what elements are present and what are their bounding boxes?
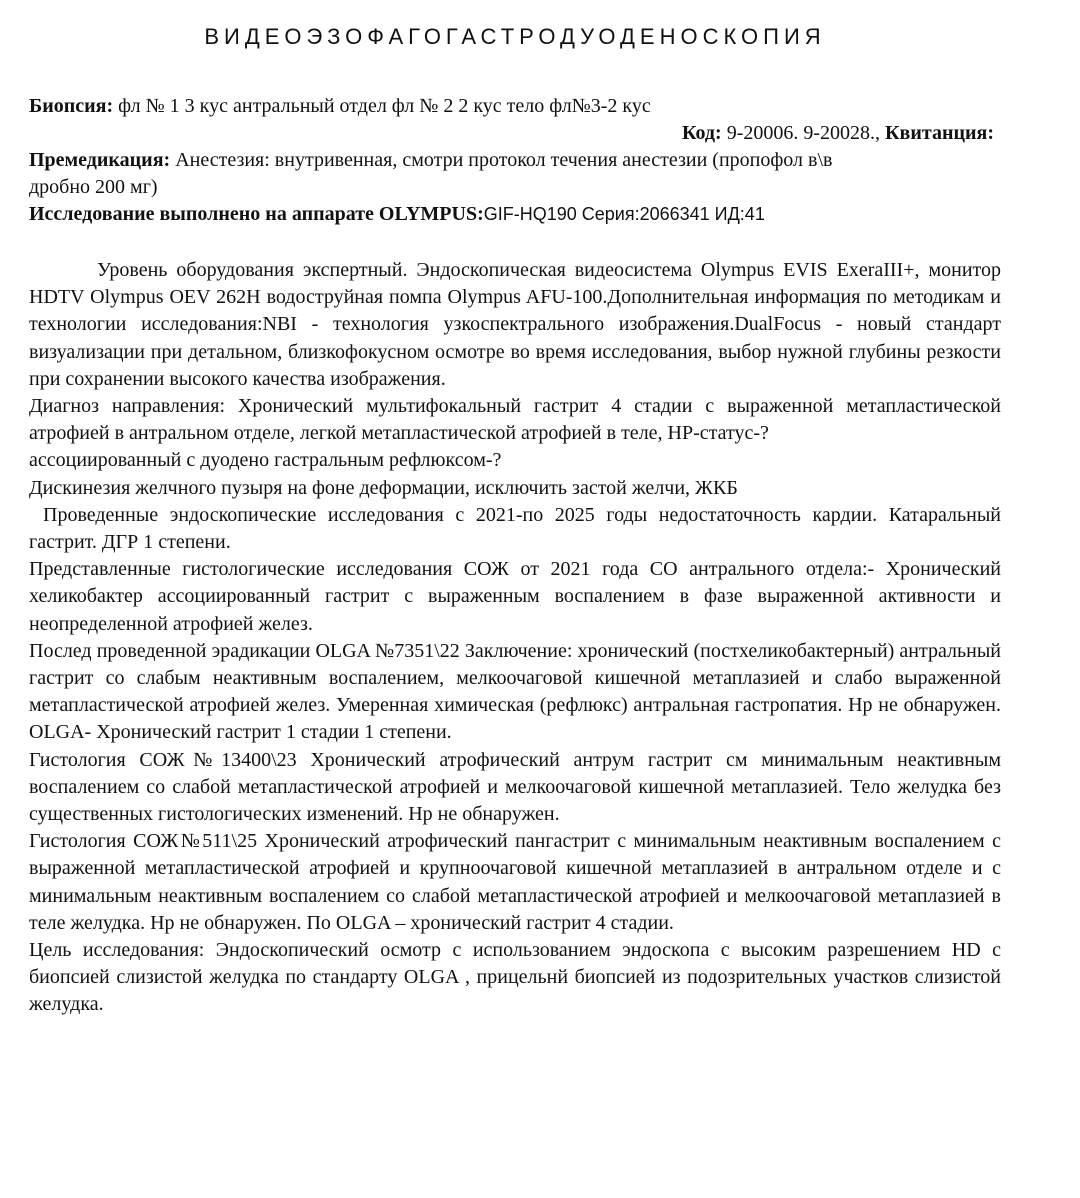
post-eradication-paragraph: Послед проведенной эрадикации OLGA №7351\22 Заключение: хронический (постхеликобактерный) антральный гастрит со слабым неактивным воспалением, мелкоочаговой кишечной метаплазией и слабо выраженной метапластической атрофией желез. Умеренная химическая (рефлюкс) антральная гастропатия. Нр не обнаружен. OLGA- Хронический гастрит 1 стадии 1 степени. — [29, 639, 1001, 744]
biopsy-label: Биопсия: — [29, 95, 114, 117]
referral-diagnosis-paragraph: Диагноз направления: Хронический мультифокальный гастрит 4 стадии с выраженной метапластической атрофией в антральном отделе, легкой метапластической атрофией в теле, HP-статус-? — [29, 395, 1001, 445]
previous-studies-paragraph: Проведенные эндоскопические исследования с 2021-по 2025 годы недостаточность кардии. Катаральный гастрит. ДГР 1 степени. — [29, 503, 1001, 554]
document-title: ВИДЕОЭЗОФАГОГАСТРОДУОДЕНОСКОПИЯ — [204, 24, 826, 49]
device-value: GIF-HQ190 Серия:2066341 ИД:41 — [483, 204, 765, 224]
device-label: Исследование выполнено на аппарате OLYMPUS: — [29, 203, 484, 225]
premedication-value: Анестезия: внутривенная, смотри протокол течения анестезии (пропофол в\в — [170, 149, 833, 171]
study-purpose-paragraph: Цель исследования: Эндоскопический осмотр с использованием эндоскопа с высоким разрешением HD с биопсией слизистой желудка по стандарту OLGA , прицельнй биопсией из подозрительных участков слизистой желудка. — [29, 939, 1001, 1016]
code-line — [682, 120, 994, 147]
biopsy-value: фл № 1 3 кус антральный отдел фл № 2 2 кус тело фл№3-2 кус — [113, 95, 651, 117]
histology-2025-paragraph: Гистология СОЖ№511\25 Хронический атрофический пангастрит с минимальным неактивным воспалением с выраженной метапластической атрофией и крупноочаговой кишечной метаплазией в антральном отделе и с минимальным неактивным воспалением со слабой метапластической атрофией и мелкоочаговой метаплазией в теле желудка. Нр не обнаружен. По OLGA – хронический гастрит 4 стадии. — [29, 830, 1001, 934]
premedication-line-2 — [29, 174, 158, 201]
receipt-label: Квитанция: — [885, 122, 994, 144]
dyskinesia-line: Дискинезия желчного пузыря на фоне деформации, исключить застой желчи, ЖКБ — [29, 476, 738, 499]
equipment-paragraph: Уровень оборудования экспертный. Эндоскопическая видеосистема Olympus EVIS ExeraIII+, монитор HDTV Olympus OEV 262H водоструйная помпа Olympus AFU-100.Дополнительная информация по методикам и технологии исследования:NBI - технология узкоспектрального изображения.DualFocus - новый стандарт визуализации при детальном, близкофокусном осмотре во время исследования, выбор нужной глубины резкости при сохранении высокого качества изображения. — [29, 259, 1001, 390]
premedication-label: Премедикация: — [29, 149, 171, 171]
code-value: 9-20006. 9-20028., — [721, 122, 886, 144]
biopsy-line — [29, 93, 651, 120]
premedication-value-2: дробно 200 мг) — [29, 176, 158, 198]
reflux-line: ассоциированный с дуодено гастральным рефлюксом-? — [29, 449, 502, 472]
histology-2023-paragraph: Гистология СОЖ№13400\23 Хронический атрофический антрум гастрит см минимальным неактивным воспалением со слабой метапластической атрофией и мелкоочаговой кишечной метаплазией. Тело желудка без существенных гистологических изменений. Нр не обнаружен. — [29, 748, 1001, 826]
device-line — [29, 201, 765, 228]
protocol-body — [29, 257, 1001, 1019]
histology-2021-paragraph: Представленные гистологические исследования СОЖ от 2021 года СО антрального отдела:- Хронический хеликобактер ассоциированный гастрит с выраженным воспалением в фазе выраженной активности и неопределенной атрофией желез. — [29, 558, 1001, 635]
code-label: Код: — [682, 122, 722, 144]
premedication-line — [29, 147, 832, 174]
